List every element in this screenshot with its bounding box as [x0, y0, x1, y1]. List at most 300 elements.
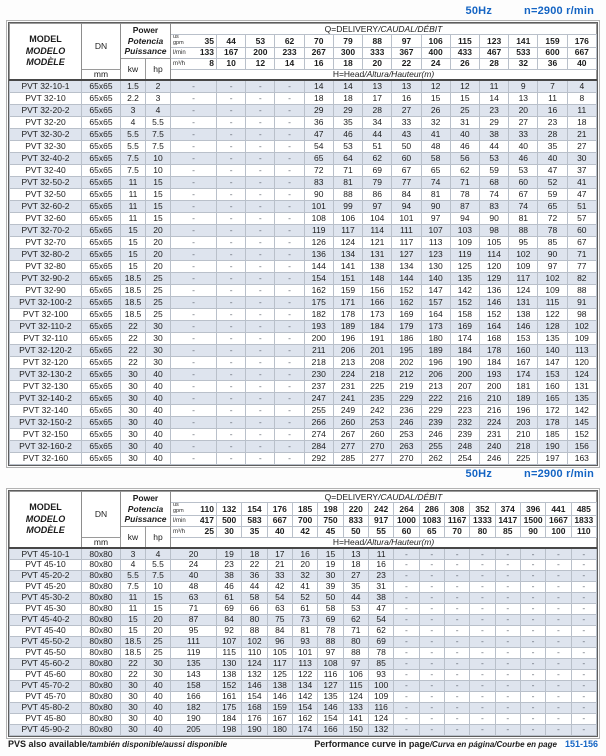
head-cell: 104	[363, 212, 392, 224]
head-cell: 11	[567, 104, 596, 116]
head-cell: 44	[343, 592, 368, 603]
head-cell: 218	[363, 368, 392, 380]
head-cell: -	[495, 603, 520, 614]
page-footer	[8, 739, 598, 749]
head-cell: 133	[343, 702, 368, 713]
head-cell: 51	[363, 140, 392, 152]
kw-cell: 30	[121, 713, 146, 724]
head-cell: -	[520, 570, 545, 581]
head-cell: 71	[171, 603, 217, 614]
head-cell: 152	[567, 428, 596, 440]
head-cell: 129	[479, 272, 508, 284]
head-cell: 41	[292, 581, 317, 592]
head-cell: 113	[567, 344, 596, 356]
head-cell: 74	[479, 188, 508, 200]
head-cell: -	[571, 614, 596, 625]
head-cell: 27	[567, 140, 596, 152]
dn-cell: 65x65	[82, 104, 121, 116]
head-cell: -	[275, 236, 304, 248]
pvs-note-main: PVS also available	[8, 739, 88, 749]
head-cell: 131	[567, 380, 596, 392]
head-cell: -	[246, 356, 275, 368]
head-cell: 38	[217, 570, 242, 581]
head-cell: 26	[421, 104, 450, 116]
head-cell: 144	[304, 260, 333, 272]
hp-cell: 10	[146, 152, 171, 164]
gpm-value-cell: 132	[217, 503, 242, 516]
lmin-value-cell: 1417	[495, 515, 520, 526]
head-cell: -	[419, 713, 444, 724]
model-cell: PVT 32-130	[10, 380, 82, 392]
pvt45-table-frame	[8, 490, 598, 737]
head-cell: 64	[333, 152, 362, 164]
table-row	[10, 368, 597, 380]
hp-cell: 40	[146, 702, 171, 713]
head-cell: 266	[304, 416, 333, 428]
head-cell: -	[275, 224, 304, 236]
pvs-availability-note	[8, 739, 227, 749]
table-row	[10, 724, 597, 735]
model-cell: PVT 45-60-2	[10, 658, 82, 669]
head-cell: 62	[363, 152, 392, 164]
head-cell: -	[275, 368, 304, 380]
head-cell: 203	[509, 416, 538, 428]
head-cell: -	[171, 392, 217, 404]
head-cell: 56	[450, 152, 479, 164]
head-cell: -	[571, 724, 596, 735]
head-cell: -	[275, 164, 304, 176]
hp-cell: 10	[146, 581, 171, 592]
head-cell: 216	[450, 392, 479, 404]
dn-cell: 80x80	[82, 581, 121, 592]
head-cell: 161	[217, 691, 242, 702]
head-cell: 11	[479, 80, 508, 92]
head-cell: 80	[242, 614, 267, 625]
hp-cell: 40	[146, 392, 171, 404]
head-cell: -	[419, 636, 444, 647]
head-cell: 86	[363, 188, 392, 200]
head-cell: -	[394, 570, 419, 581]
head-cell: 81	[292, 625, 317, 636]
head-cell: -	[571, 581, 596, 592]
head-cell: 31	[368, 581, 393, 592]
head-cell: -	[217, 272, 246, 284]
head-cell: 7	[538, 80, 567, 92]
hp-cell: 30	[146, 669, 171, 680]
head-cell: 100	[368, 680, 393, 691]
head-cell: -	[571, 658, 596, 669]
head-cell: 225	[509, 452, 538, 464]
head-cell: 147	[421, 284, 450, 296]
head-cell: -	[246, 404, 275, 416]
head-cell: -	[394, 603, 419, 614]
hp-cell: 40	[146, 428, 171, 440]
head-cell: -	[217, 308, 246, 320]
rpm-label: n=2900 r/min	[524, 5, 594, 17]
head-cell: 108	[304, 212, 333, 224]
head-cell: 88	[333, 188, 362, 200]
head-cell: -	[495, 581, 520, 592]
head-cell: 33	[392, 116, 421, 128]
lmin-value-cell: 667	[267, 515, 292, 526]
lmin-value-cell: 467	[479, 47, 508, 58]
table-row	[10, 188, 597, 200]
head-cell: 121	[363, 236, 392, 248]
head-cell: -	[546, 581, 571, 592]
head-cell: 90	[421, 200, 450, 212]
dn-cell: 65x65	[82, 152, 121, 164]
kw-cell: 15	[121, 248, 146, 260]
head-cell: -	[246, 164, 275, 176]
model-cell: PVT 32-50	[10, 188, 82, 200]
hp-cell: 20	[146, 236, 171, 248]
head-cell: 41	[567, 176, 596, 188]
head-cell: 119	[171, 647, 217, 658]
head-row-label: H=Head/Altura/Hauteur(m)	[171, 537, 597, 548]
head-cell: 193	[479, 368, 508, 380]
head-cell: 40	[538, 152, 567, 164]
table-row	[10, 200, 597, 212]
unit-label: us gpm	[173, 502, 184, 514]
hp-cell: 15	[146, 176, 171, 188]
head-cell: -	[470, 647, 495, 658]
head-cell: -	[217, 284, 246, 296]
head-cell: 44	[242, 581, 267, 592]
dn-cell: 65x65	[82, 248, 121, 260]
dn-cell: 80x80	[82, 614, 121, 625]
head-cell: -	[217, 428, 246, 440]
head-cell: 236	[392, 404, 421, 416]
head-cell: 83	[304, 176, 333, 188]
head-cell: -	[495, 592, 520, 603]
head-cell: 46	[450, 140, 479, 152]
head-cell: 216	[479, 404, 508, 416]
lmin-value-cell: 267	[304, 47, 333, 58]
head-cell: 157	[421, 296, 450, 308]
head-cell: 13	[509, 92, 538, 104]
unit-label: us gpm	[173, 34, 184, 46]
head-cell: 71	[450, 176, 479, 188]
gpm-value-cell: 264	[394, 503, 419, 516]
kw-cell: 15	[121, 614, 146, 625]
head-cell: -	[470, 548, 495, 559]
table-row	[10, 440, 597, 452]
head-cell: 17	[363, 92, 392, 104]
hp-cell: 15	[146, 592, 171, 603]
head-cell: -	[571, 647, 596, 658]
head-cell: -	[217, 236, 246, 248]
kw-cell: 22	[121, 669, 146, 680]
head-cell: 270	[363, 440, 392, 452]
head-cell: -	[520, 548, 545, 559]
head-cell: -	[419, 603, 444, 614]
dn-cell: 80x80	[82, 592, 121, 603]
head-cell: 224	[333, 368, 362, 380]
dn-cell: 65x65	[82, 380, 121, 392]
lmin-value-cell: l/min 133	[171, 47, 217, 58]
head-cell: 253	[363, 416, 392, 428]
m3h-value-cell: 50	[343, 526, 368, 537]
head-cell: 41	[421, 128, 450, 140]
head-cell: -	[246, 212, 275, 224]
head-cell: 122	[538, 308, 567, 320]
head-cell: -	[470, 713, 495, 724]
head-cell: -	[444, 614, 469, 625]
dn-cell: 65x65	[82, 440, 121, 452]
head-cell: -	[171, 380, 217, 392]
head-cell: 33	[267, 570, 292, 581]
head-cell: 36	[304, 116, 333, 128]
head-cell: 153	[509, 332, 538, 344]
gpm-value-cell: 53	[246, 35, 275, 48]
head-cell: 18	[304, 92, 333, 104]
head-cell: -	[217, 452, 246, 464]
model-cell: PVT 32-60-2	[10, 200, 82, 212]
head-cell: 84	[267, 625, 292, 636]
dn-cell: 80x80	[82, 636, 121, 647]
head-cell: -	[546, 559, 571, 570]
head-cell: -	[275, 428, 304, 440]
head-cell: 97	[421, 212, 450, 224]
gpm-value-cell: 220	[343, 503, 368, 516]
head-cell: 212	[392, 368, 421, 380]
head-cell: -	[171, 248, 217, 260]
model-cell: PVT 45-80-2	[10, 702, 82, 713]
head-cell: 180	[421, 332, 450, 344]
head-cell: -	[246, 368, 275, 380]
head-cell: 108	[318, 658, 343, 669]
head-cell: -	[246, 200, 275, 212]
head-cell: 27	[509, 116, 538, 128]
head-cell: 274	[304, 428, 333, 440]
head-cell: 47	[538, 164, 567, 176]
head-cell: 58	[318, 603, 343, 614]
head-cell: 135	[171, 658, 217, 669]
head-cell: 28	[363, 104, 392, 116]
lmin-value-cell: 917	[368, 515, 393, 526]
lmin-value-cell: 233	[275, 47, 304, 58]
gpm-value-cell: 374	[495, 503, 520, 516]
table-row	[10, 581, 597, 592]
head-cell: 97	[318, 647, 343, 658]
power-header: Power Potencia Puissance	[121, 24, 171, 59]
head-cell: -	[546, 570, 571, 581]
head-cell: 71	[567, 248, 596, 260]
head-cell: -	[217, 296, 246, 308]
head-cell: 65	[421, 164, 450, 176]
kw-cell: 7.5	[121, 164, 146, 176]
kw-cell: 18.5	[121, 308, 146, 320]
head-cell: -	[217, 344, 246, 356]
rpm-label: n=2900 r/min	[524, 468, 594, 480]
table-row	[10, 592, 597, 603]
head-cell: 249	[333, 404, 362, 416]
dn-cell: 80x80	[82, 691, 121, 702]
hp-cell: 20	[146, 224, 171, 236]
head-cell: 160	[538, 380, 567, 392]
head-cell: -	[171, 332, 217, 344]
head-cell: 44	[479, 140, 508, 152]
kw-cell: 15	[121, 625, 146, 636]
lmin-value-cell: 400	[421, 47, 450, 58]
hp-cell: 5.5	[146, 116, 171, 128]
head-cell: -	[546, 614, 571, 625]
head-cell: 12	[421, 80, 450, 92]
head-cell: -	[571, 625, 596, 636]
head-cell: 52	[538, 176, 567, 188]
head-cell: -	[217, 248, 246, 260]
head-cell: -	[171, 236, 217, 248]
head-cell: 109	[538, 284, 567, 296]
hp-cell: 40	[146, 452, 171, 464]
head-cell: 46	[509, 152, 538, 164]
hp-cell: 25	[146, 296, 171, 308]
hp-cell: 7.5	[146, 128, 171, 140]
head-cell: 68	[479, 176, 508, 188]
dn-cell: 80x80	[82, 625, 121, 636]
head-cell: -	[444, 570, 469, 581]
head-cell: 135	[567, 392, 596, 404]
head-cell: -	[171, 296, 217, 308]
head-cell: 114	[479, 248, 508, 260]
head-cell: -	[546, 691, 571, 702]
head-cell: 65	[304, 152, 333, 164]
head-cell: 247	[304, 392, 333, 404]
head-cell: 97	[363, 200, 392, 212]
head-cell: 75	[267, 614, 292, 625]
head-cell: 190	[538, 440, 567, 452]
head-cell: 116	[368, 702, 393, 713]
head-cell: 284	[304, 440, 333, 452]
head-cell: -	[246, 416, 275, 428]
gpm-value-cell: 154	[242, 503, 267, 516]
unit-label: l/min	[173, 517, 186, 524]
head-cell: 207	[450, 380, 479, 392]
kw-cell: 15	[121, 260, 146, 272]
head-cell: -	[444, 559, 469, 570]
head-cell: 201	[363, 344, 392, 356]
gpm-value-cell: 176	[267, 503, 292, 516]
gpm-value-cell: 441	[546, 503, 571, 516]
head-cell: -	[275, 332, 304, 344]
head-cell: -	[217, 404, 246, 416]
head-cell: 219	[392, 380, 421, 392]
head-cell: 94	[450, 212, 479, 224]
head-cell: -	[571, 570, 596, 581]
model-cell: PVT 45-20-2	[10, 570, 82, 581]
head-cell: 164	[479, 320, 508, 332]
head-cell: -	[171, 404, 217, 416]
head-cell: -	[217, 332, 246, 344]
head-cell: 195	[392, 344, 421, 356]
gpm-value-cell: 141	[509, 35, 538, 48]
head-cell: -	[217, 392, 246, 404]
head-cell: -	[171, 200, 217, 212]
table-row	[10, 647, 597, 658]
head-cell: 107	[217, 636, 242, 647]
head-cell: 159	[333, 284, 362, 296]
head-cell: 248	[450, 440, 479, 452]
head-cell: 167	[509, 356, 538, 368]
head-cell: 16	[538, 104, 567, 116]
head-cell: 124	[242, 658, 267, 669]
head-cell: -	[246, 248, 275, 260]
head-cell: -	[275, 380, 304, 392]
model-header: MODEL MODELO MODÈLE	[10, 24, 82, 81]
m3h-value-cell: 10	[217, 58, 246, 69]
head-cell: -	[246, 428, 275, 440]
dn-cell: 65x65	[82, 392, 121, 404]
head-cell: 72	[304, 164, 333, 176]
head-cell: 175	[217, 702, 242, 713]
model-cell: PVT 45-90-2	[10, 724, 82, 735]
head-cell: -	[444, 548, 469, 559]
q-delivery-header: Q=DELIVERY/CAUDAL/DÉBIT	[171, 24, 597, 35]
head-cell: 263	[392, 440, 421, 452]
head-cell: 67	[509, 188, 538, 200]
head-cell: 134	[292, 680, 317, 691]
kw-cell: 30	[121, 404, 146, 416]
m3h-value-cell: m³/h 8	[171, 58, 217, 69]
model-cell: PVT 45-30-2	[10, 592, 82, 603]
head-cell: 260	[333, 416, 362, 428]
head-cell: 15	[318, 548, 343, 559]
head-cell: -	[171, 152, 217, 164]
head-cell: 107	[421, 224, 450, 236]
head-cell: 292	[304, 452, 333, 464]
kw-cell: 22	[121, 356, 146, 368]
model-header: MODEL MODELO MODÈLE	[10, 492, 82, 549]
hp-cell: 40	[146, 404, 171, 416]
hp-cell: 15	[146, 212, 171, 224]
head-cell: -	[246, 236, 275, 248]
hp-cell: 30	[146, 658, 171, 669]
head-cell: 116	[318, 669, 343, 680]
head-cell: -	[419, 691, 444, 702]
table-row	[10, 164, 597, 176]
head-cell: -	[394, 592, 419, 603]
head-cell: 28	[538, 128, 567, 140]
head-cell: 77	[392, 176, 421, 188]
m3h-value-cell: 110	[571, 526, 596, 537]
head-cell: 127	[318, 680, 343, 691]
head-cell: 232	[450, 416, 479, 428]
table-row	[10, 680, 597, 691]
kw-cell: 30	[121, 702, 146, 713]
head-cell: 15	[450, 92, 479, 104]
head-cell: 44	[363, 128, 392, 140]
head-cell: 196	[333, 332, 362, 344]
head-cell: 158	[450, 308, 479, 320]
head-cell: -	[520, 680, 545, 691]
head-cell: -	[394, 702, 419, 713]
head-cell: -	[495, 691, 520, 702]
q-delivery-header: Q=DELIVERY/CAUDAL/DÉBIT	[171, 492, 597, 503]
head-cell: 97	[343, 658, 368, 669]
head-cell: 213	[421, 380, 450, 392]
head-cell: 127	[392, 248, 421, 260]
head-cell: -	[217, 140, 246, 152]
head-cell: 166	[363, 296, 392, 308]
m3h-value-cell: 90	[520, 526, 545, 537]
model-cell: PVT 45-60	[10, 669, 82, 680]
head-cell: -	[217, 152, 246, 164]
hp-cell: 30	[146, 320, 171, 332]
m3h-value-cell: 60	[394, 526, 419, 537]
dn-cell: 65x65	[82, 176, 121, 188]
head-cell: 179	[392, 320, 421, 332]
head-cell: -	[246, 452, 275, 464]
